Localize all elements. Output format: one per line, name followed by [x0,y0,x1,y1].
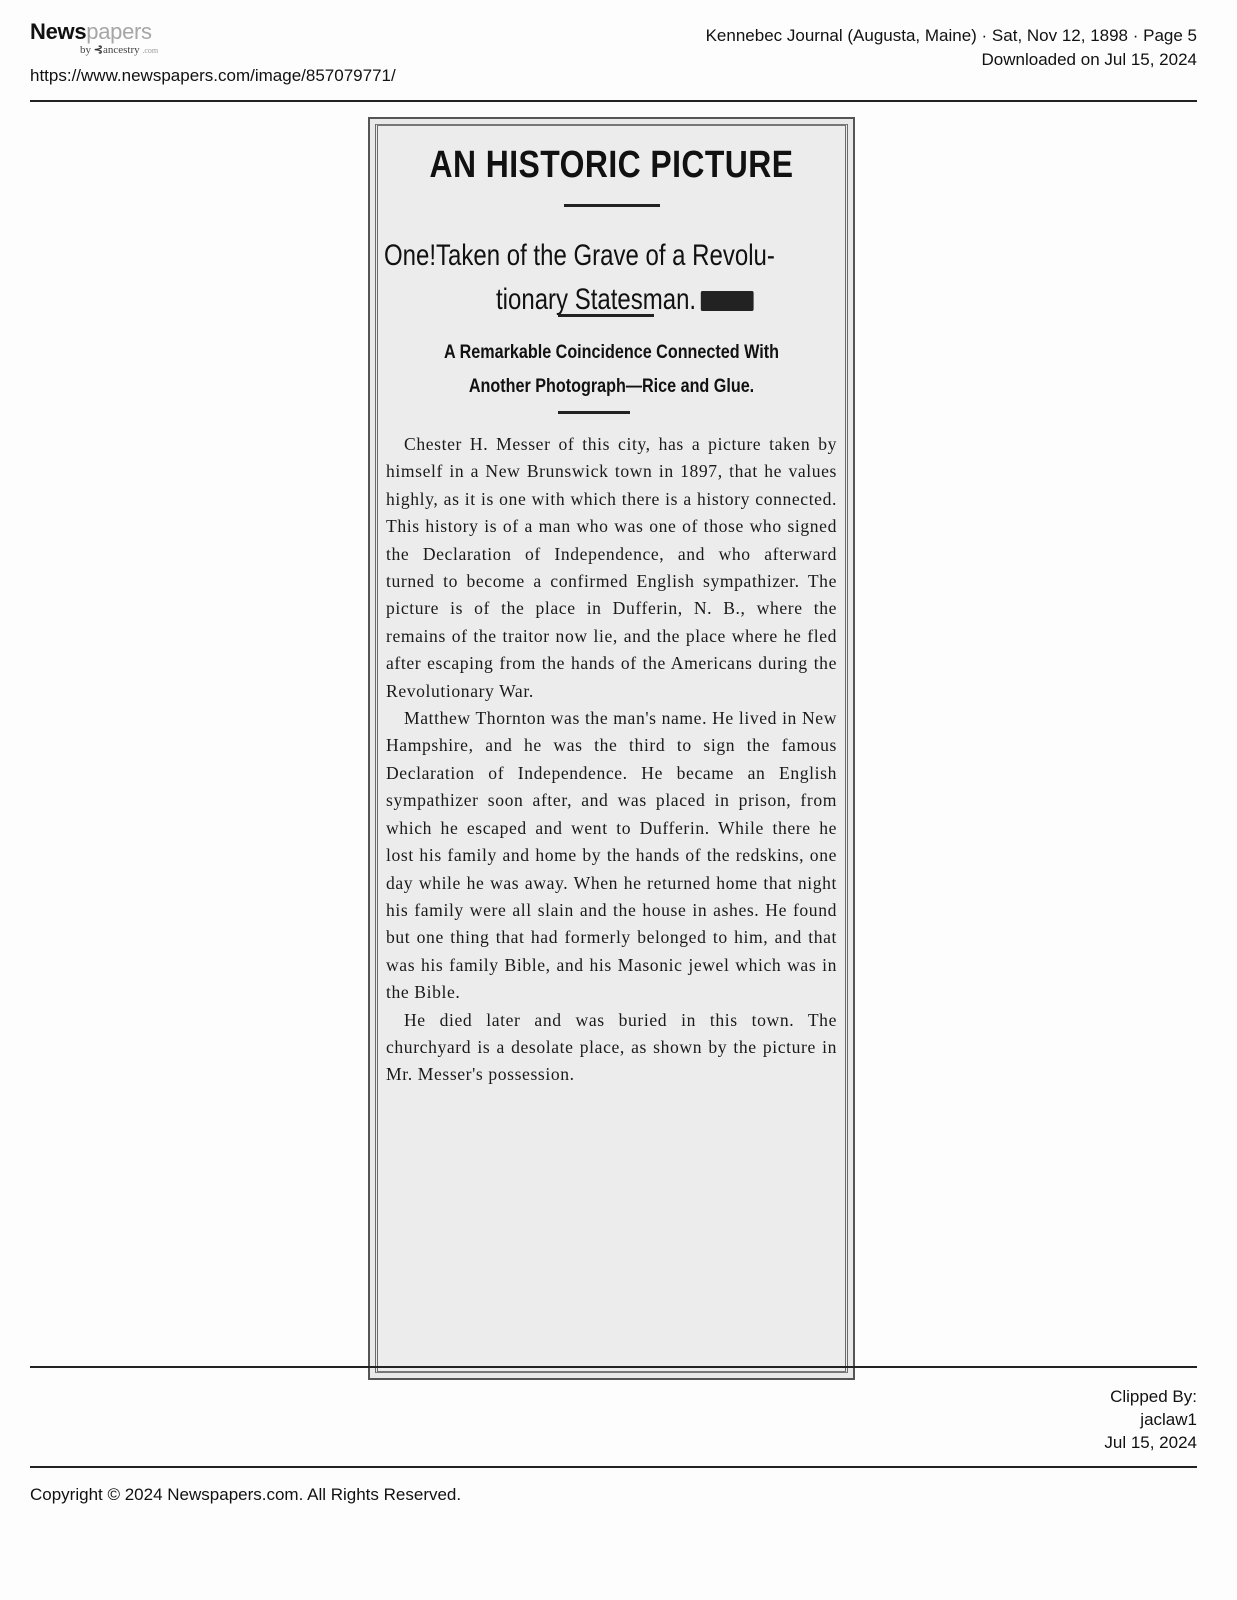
article-subhead [384,234,848,322]
image-url-link[interactable]: https://www.newspapers.com/image/857079771/ [30,66,396,85]
article-paragraph: He died later and was buried in this town. The churchyard is a desolate place, as shown by the picture in Mr. Messer's possession. [386,1009,837,1085]
article-body [386,431,837,1089]
ink-smudge-mark [701,291,754,311]
subhead-divider [558,314,654,317]
source-meta [706,24,1197,72]
headline-divider [564,204,660,207]
clipping-frame [375,124,848,1373]
logo-ancestry: ancestry [102,44,140,56]
logo-com: .com [142,46,159,55]
subhead-line-2: tionary Statesman. [496,283,697,316]
deck-line-1: A Remarkable Coincidence Connected With [444,342,779,363]
clipped-by-info [1104,1385,1197,1454]
article-paragraph: Matthew Thornton was the man's name. He lived in New Hampshire, and he was the third to sign the famous Declaration of Independence. He became an English sympathizer soon after, and was placed in prison, from which he escaped and went to Dufferin. While there he lost his family and home by the hands of the redskins, one day while he was away. When he returned home that night his family were all slain and the house in ashes. He found but one thing that had formerly belonged to him, and that was his family Bible, and his Masonic jewel which was in the Bible. [386,708,837,1003]
subhead-line-1: One!Taken of the Grave of a Revolu- [384,239,775,272]
footer-divider [30,1466,1197,1468]
logo-by: by [80,44,91,56]
source-line: Kennebec Journal (Augusta, Maine) · Sat, Nov 12, 1898 · Page 5 [705,26,1197,45]
page-header [30,18,1197,102]
downloaded-line: Downloaded on Jul 15, 2024 [981,50,1197,69]
copyright-notice: Copyright © 2024 Newspapers.com. All Rights Reserved. [30,1485,462,1504]
article-deck [384,336,839,404]
deck-divider [558,411,630,414]
article-headline: AN HISTORIC PICTURE [429,144,794,186]
newspapers-logo[interactable] [30,20,158,57]
deck-line-2: Another Photograph—Rice and Glue. [468,376,755,397]
header-divider [30,100,1197,102]
clipped-label: Clipped By: [1110,1387,1197,1406]
clipped-user[interactable]: jaclaw1 [1140,1410,1197,1429]
article-paragraph: Chester H. Messer of this city, has a picture taken by himself in a New Brunswick town in 1897, that he values highly, as it is one with which there is a history connected. This history is of a man who was one of those who signed the Declaration of Independence, and who afterward turned to become a confirmed English sympathizer. The picture is of the place in Dufferin, N. B., where the remains of the traitor now lie, and the place where he fled after escaping from the hands of the Americans during the Revolutionary War. [386,434,837,701]
logo-word-light: papers [86,19,152,44]
newspaper-clipping [368,117,855,1380]
clipping-divider [30,1366,1197,1368]
logo-word-main: News [30,19,87,44]
ancestry-leaf-icon: ⊰ [93,44,103,56]
clipped-date: Jul 15, 2024 [1104,1433,1197,1452]
